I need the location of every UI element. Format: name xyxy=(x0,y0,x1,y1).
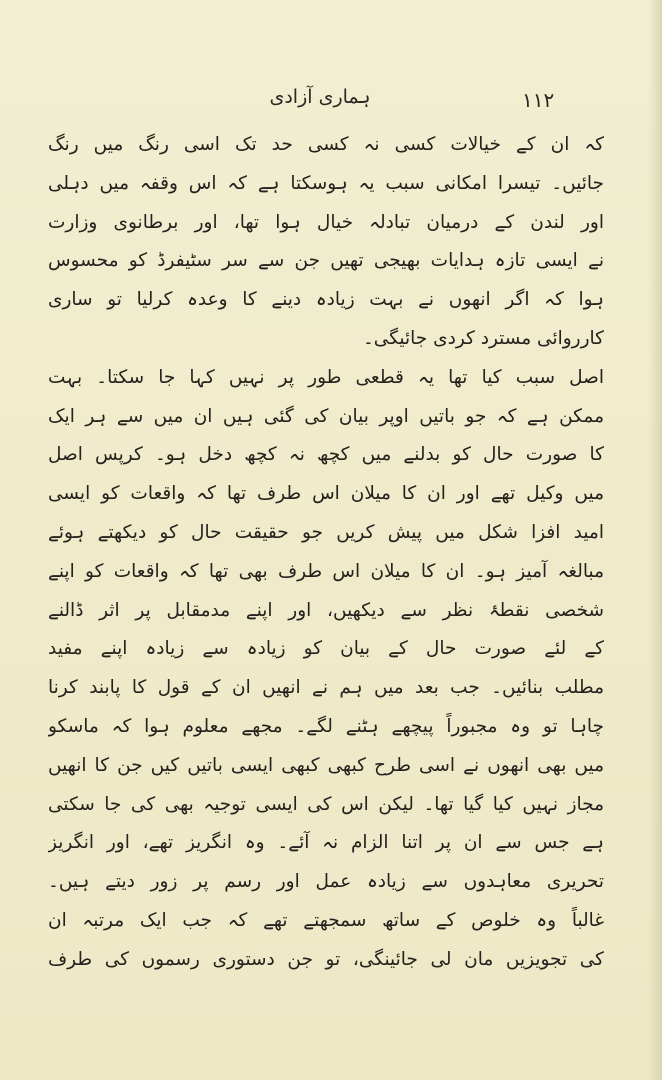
text-line: چاہا تو وہ مجبوراً پیچھے ہٹنے لگے۔ مجھے معلوم ہوا کہ ماسکو xyxy=(48,715,604,737)
text-line: ہوا کہ اگر انھوں نے بہت زیادہ دینے کا وعدہ کرلیا تو ساری xyxy=(48,289,604,311)
text-line-paragraph-end: کارروائی مسترد کردی جائیگی۔ xyxy=(362,327,604,349)
text-line: شخصی نقطۂ نظر سے دیکھیں، اور اپنے مدمقابل پر اثر ڈالنے xyxy=(48,599,604,621)
text-line: تحریری معاہدوں سے زیادہ عمل اور رسم پر زور دیتے ہیں۔ xyxy=(48,871,604,893)
text-line: کا صورت حال کو بدلنے میں کچھ نہ کچھ دخل ہو۔ کرپس اصل xyxy=(48,444,604,466)
text-line: میں وکیل تھے اور ان کا میلان اس طرف تھا کہ واقعات کو ایسی xyxy=(48,483,604,505)
text-line: مبالغہ آمیز ہو۔ ان کا میلان اس طرف بھی تھا کہ واقعات کو اپنے xyxy=(48,560,604,582)
text-line: امید افزا شکل میں پیش کریں جو حقیقت حال کو دیکھتے ہوئے xyxy=(48,521,604,543)
text-line: میں بھی انھوں نے اسی طرح کبھی کبھی ایسی باتیں کیں جن کا انھیں xyxy=(48,754,604,776)
page-number: ۱۱۲ xyxy=(522,88,555,112)
text-line: ہے جس سے ان پر اتنا الزام نہ آئے۔ وہ انگریز تھے، اور انگریز xyxy=(48,832,604,854)
page-edge-shadow xyxy=(648,0,662,1080)
text-line: غالباً وہ خلوص کے ساتھ سمجھتے تھے کہ جب ایک مرتبہ ان xyxy=(48,909,604,931)
text-line: نے ایسی تازہ ہدایات بھیجی تھیں جن سے سر سٹیفرڈ کو محسوس xyxy=(48,250,604,272)
text-line-paragraph-start: اصل سبب کیا تھا یہ قطعی طور پر نہیں کہا جا سکتا۔ بہت xyxy=(48,366,604,388)
text-line: مطلب بنائیں۔ جب بعد میں ہم نے انھیں ان کے قول کا پابند کرنا xyxy=(48,677,604,699)
text-line: مجاز نہیں کیا گیا تھا۔ لیکن اس کی ایسی توجیہ بھی کی جا سکتی xyxy=(48,793,604,815)
text-line: کی تجویزیں مان لی جائینگی، تو جن دستوری رسموں کی طرف xyxy=(48,948,604,970)
text-line: کے لئے صورت حال کے بیان کو زیادہ سے زیادہ اپنے مفید xyxy=(48,638,604,660)
text-line: ممکن ہے کہ جو باتیں اوپر بیان کی گئی ہیں ان میں سے ہر ایک xyxy=(48,405,604,427)
text-line: جائیں۔ تیسرا امکانی سبب یہ ہوسکتا ہے کہ اس وقفہ میں دہلی xyxy=(48,172,604,194)
running-title: ہماری آزادی xyxy=(269,86,371,108)
text-line: اور لندن کے درمیان تبادلہ خیال ہوا تھا، اور برطانوی وزارت xyxy=(48,211,604,233)
body-text xyxy=(48,126,604,980)
page-header xyxy=(0,80,662,120)
text-line: کہ ان کے خیالات کسی نہ کسی حد تک اسی رنگ میں رنگ xyxy=(48,134,604,155)
